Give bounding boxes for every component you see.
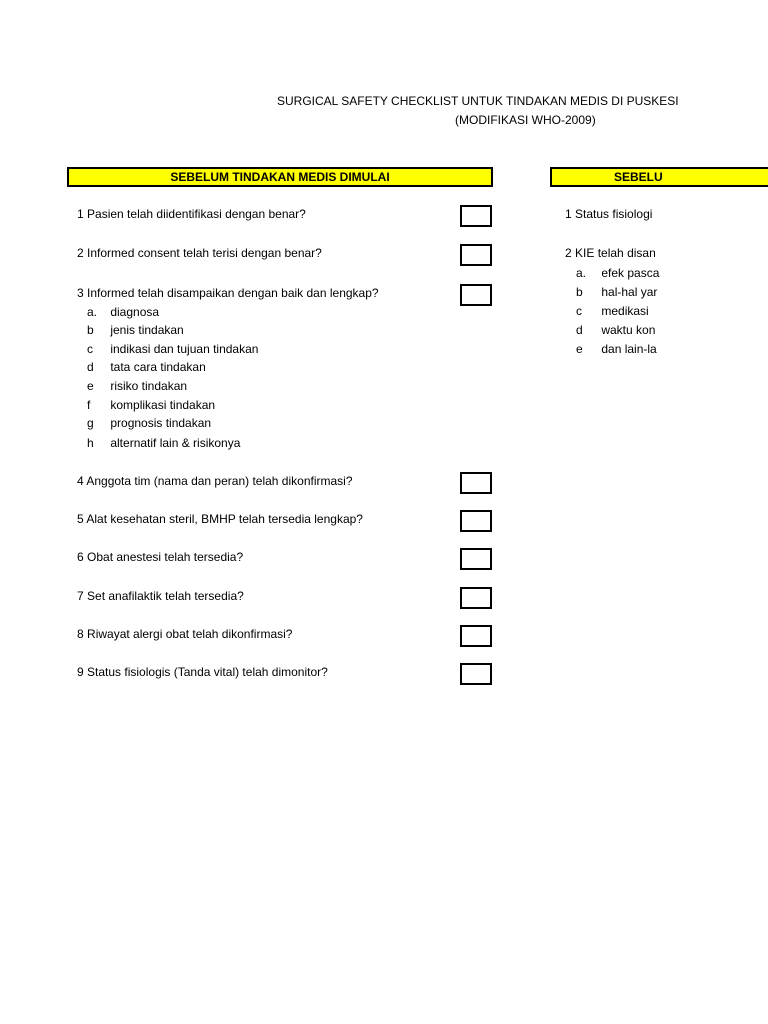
- sub-item-letter: e: [576, 342, 583, 356]
- item-number: 2: [77, 246, 84, 260]
- right-checklist-item: [565, 246, 656, 260]
- checkbox-item-2[interactable]: [460, 244, 492, 266]
- item-text: Riwayat alergi obat telah dikonfirmasi?: [87, 627, 293, 641]
- sub-item: [87, 360, 206, 374]
- sub-item-text: dan lain-la: [601, 342, 657, 356]
- checklist-item: [77, 207, 306, 221]
- right-checklist-item: [565, 207, 652, 221]
- sub-item-letter: b: [87, 323, 94, 337]
- sub-item-letter: c: [576, 304, 582, 318]
- checklist-item: [77, 665, 328, 679]
- sub-item: [87, 323, 184, 337]
- item-number: 1: [77, 207, 84, 221]
- sub-item-letter: g: [87, 416, 94, 430]
- checklist-item: [77, 550, 243, 564]
- sub-item: [87, 398, 215, 412]
- sub-item-text: hal-hal yar: [601, 285, 658, 299]
- sub-item: [87, 436, 240, 450]
- item-number: 3: [77, 286, 84, 300]
- sub-item-text: alternatif lain & risikonya: [110, 436, 241, 450]
- item-number: 1: [565, 207, 572, 221]
- sub-item-letter: d: [576, 323, 583, 337]
- item-text: Informed consent telah terisi dengan benar?: [87, 246, 322, 260]
- sub-item-text: komplikasi tindakan: [110, 398, 216, 412]
- checklist-item: [77, 589, 244, 603]
- left-section-header-label: SEBELUM TINDAKAN MEDIS DIMULAI: [170, 170, 390, 184]
- item-text: Status fisiologi: [575, 207, 653, 221]
- checkbox-item-9[interactable]: [460, 663, 492, 685]
- sub-item-letter: h: [87, 436, 94, 450]
- checklist-item: [77, 474, 353, 488]
- sub-item: [87, 342, 258, 356]
- checklist-item: [77, 627, 292, 641]
- checkbox-item-8[interactable]: [460, 625, 492, 647]
- sub-item-text: efek pasca: [601, 266, 660, 280]
- checklist-item: [77, 512, 363, 526]
- sub-item-letter: c: [87, 342, 93, 356]
- sub-item-text: medikasi: [601, 304, 649, 318]
- sub-item-letter: f: [87, 398, 91, 412]
- right-section-header-label: SEBELU: [614, 170, 663, 184]
- item-text: Pasien telah diidentifikasi dengan benar?: [87, 207, 306, 221]
- right-sub-item: [576, 266, 659, 280]
- item-number: 8: [77, 627, 84, 641]
- sub-item: [87, 305, 159, 319]
- item-number: 5: [77, 512, 84, 526]
- document-subtitle: (MODIFIKASI WHO-2009): [455, 113, 596, 127]
- item-number: 9: [77, 665, 84, 679]
- sub-item: [87, 379, 187, 393]
- right-section-header: [550, 167, 768, 187]
- sub-item-text: indikasi dan tujuan tindakan: [110, 342, 259, 356]
- left-section-header: [67, 167, 493, 187]
- sub-item-letter: a.: [576, 266, 587, 280]
- right-sub-item: [576, 304, 649, 318]
- document-title: SURGICAL SAFETY CHECKLIST UNTUK TINDAKAN MEDIS DI PUSKESI: [277, 94, 679, 108]
- checkbox-item-6[interactable]: [460, 548, 492, 570]
- sub-item-text: waktu kon: [601, 323, 656, 337]
- sub-item-text: diagnosa: [110, 305, 160, 319]
- item-text: Status fisiologis (Tanda vital) telah dimonitor?: [87, 665, 328, 679]
- right-sub-item: [576, 323, 655, 337]
- item-number: 2: [565, 246, 572, 260]
- sub-item-letter: b: [576, 285, 583, 299]
- item-text: Alat kesehatan steril, BMHP telah tersedia lengkap?: [86, 512, 363, 526]
- item-text: Set anafilaktik telah tersedia?: [87, 589, 244, 603]
- item-number: 6: [77, 550, 84, 564]
- sub-item: [87, 416, 211, 430]
- right-sub-item: [576, 285, 657, 299]
- item-number: 4: [77, 474, 84, 488]
- sub-item-text: prognosis tindakan: [110, 416, 212, 430]
- checklist-item: [77, 286, 379, 300]
- sub-item-letter: d: [87, 360, 94, 374]
- sub-item-text: tata cara tindakan: [110, 360, 206, 374]
- sub-item-text: jenis tindakan: [110, 323, 184, 337]
- sub-item-letter: a.: [87, 305, 98, 319]
- checkbox-item-5[interactable]: [460, 510, 492, 532]
- right-sub-item: [576, 342, 657, 356]
- sub-item-text: risiko tindakan: [110, 379, 188, 393]
- checklist-item: [77, 246, 322, 260]
- item-text: Obat anestesi telah tersedia?: [87, 550, 244, 564]
- checkbox-item-3[interactable]: [460, 284, 492, 306]
- item-text: KIE telah disan: [575, 246, 656, 260]
- item-text: Informed telah disampaikan dengan baik dan lengkap?: [87, 286, 379, 300]
- item-number: 7: [77, 589, 84, 603]
- item-text: Anggota tim (nama dan peran) telah dikonfirmasi?: [86, 474, 353, 488]
- checkbox-item-7[interactable]: [460, 587, 492, 609]
- checkbox-item-4[interactable]: [460, 472, 492, 494]
- checkbox-item-1[interactable]: [460, 205, 492, 227]
- sub-item-letter: e: [87, 379, 94, 393]
